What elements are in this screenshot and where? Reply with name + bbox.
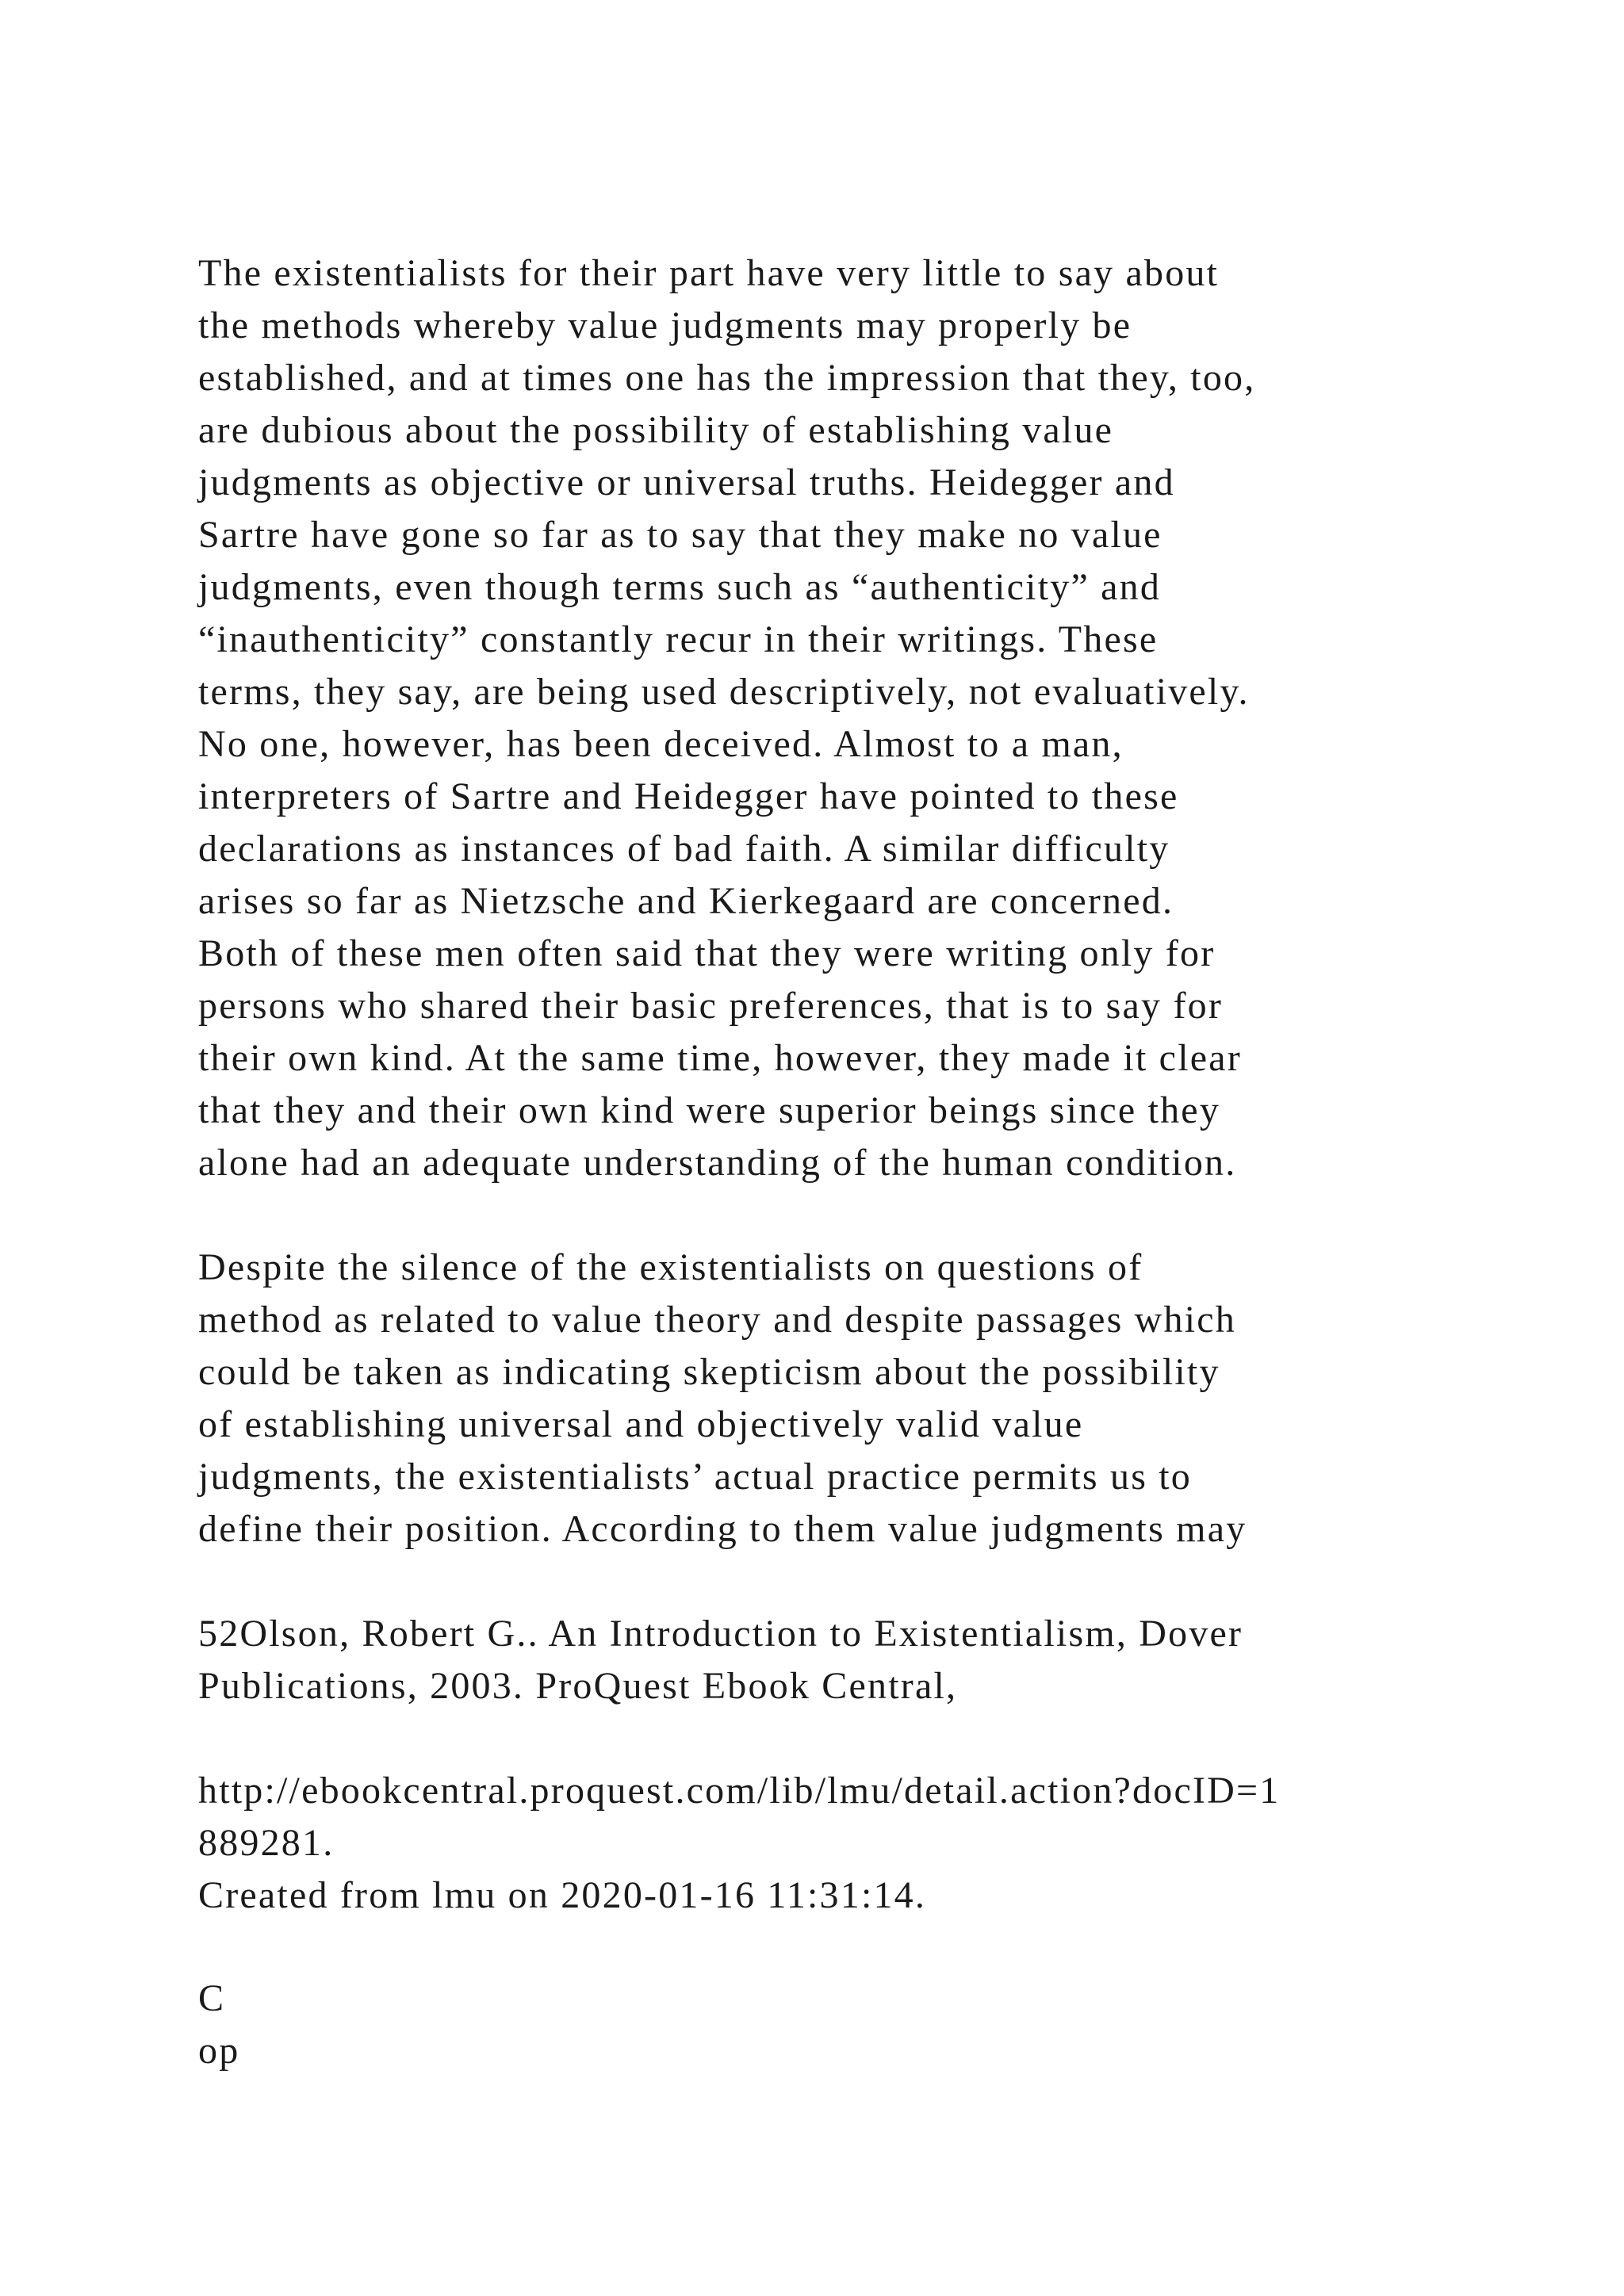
source-url: http://ebookcentral.proquest.com/lib/lmu/detail.action?docID=1 889281. <box>198 1770 1281 1864</box>
body-paragraph-2: Despite the silence of the existentialists on questions of method as related to value theory and despite passages which could be taken as indicating skepticism about the possibility of establishing universal and objectively valid value judgments, the existentialists’ actual practice permits us to define their position. According to them value judgments may <box>198 1246 1247 1550</box>
copyright-fragment-line-2: op <box>198 2030 240 2072</box>
created-timestamp: Created from lmu on 2020-01-16 11:31:14. <box>198 1874 927 1916</box>
source-citation: 52Olson, Robert G.. An Introduction to Existentialism, Dover Publications, 2003. ProQuest Ebook Central, <box>198 1613 1243 1707</box>
copyright-fragment-line-1: C <box>198 1977 226 2019</box>
body-paragraph-1: The existentialists for their part have very little to say about the methods whereby value judgments may properly be established, and at times one has the impression that they, too, are dubious about the possibility of establishing value judgments as objective or universal truths. Heidegger and Sartre have gone so far as to say that they make no value judgments, even though terms such as “authenticity” and “inauthenticity” constantly recur in their writings. These terms, they say, are being used descriptively, not evaluatively. No one, however, has been deceived. Almost to a man, interpreters of Sartre and Heidegger have pointed to these declarations as instances of bad faith. A similar difficulty arises so far as Nietzsche and Kierkegaard are concerned. Both of these men often said that they were writing only for persons who shared their basic preferences, that is to say for their own kind. At the same time, however, they made it clear that they and their own kind were superior beings since they alone had an adequate understanding of the human condition. <box>198 252 1256 1184</box>
